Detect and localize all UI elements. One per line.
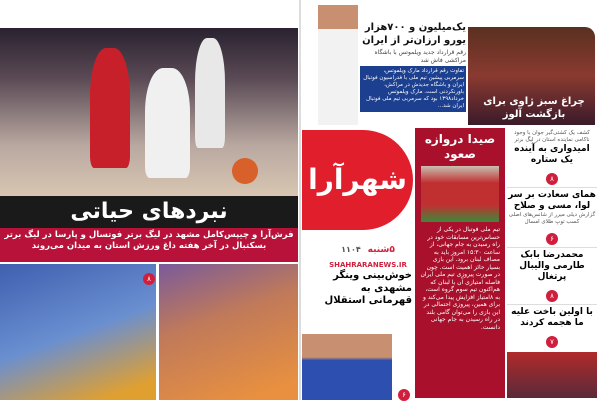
top-story-title: یک‌میلیون و ۷۰۰هزار یورو ارزان‌تر از ایران <box>362 22 466 46</box>
coach-photo-2 <box>507 352 597 398</box>
lead-story[interactable] <box>415 128 505 398</box>
player-photo <box>302 334 392 400</box>
futsal-photo-1 <box>0 264 156 400</box>
basketball-photo <box>0 28 298 196</box>
website-url: SHAHRARANEWS.IR <box>329 261 407 269</box>
futsal-photo-2 <box>159 264 298 400</box>
side-item[interactable]: کشف یک کشتی‌گیر جوان با وجود ناکامی نماینده استان در لیگ برتر امیدواری به آینده یک ستاره ۸ <box>507 128 597 188</box>
coach-photo <box>318 5 358 125</box>
page-fold <box>299 0 301 400</box>
bottom-story-title[interactable]: خوش‌بینی وینگر مشهدی به قهرمانی استقلال <box>324 270 412 306</box>
page-badge: ۸ <box>143 266 155 285</box>
lead-title: صیدا دروازه صعود <box>424 132 496 161</box>
top-story-body: تفاوت رقم قرارداد مارک ویلموتس، سرمربی پیشین تیم ملی با فدراسیون فوتبال ایران و باشگاه جدیدش در مراکش، باورنکردنی است. مارک ویلموتس خرداد۱۳۹۸ بود که سرمربی تیم ملی فوتبال ایران شد... <box>360 66 466 112</box>
side-item[interactable]: با اولین باخت علیه ما هجمه کردند ۷ <box>511 307 593 346</box>
masthead-logo: شهرآرا <box>302 130 413 230</box>
main-headline[interactable]: نبردهای حیاتی <box>0 196 298 228</box>
masthead-info: ۵شنبه ۱۱۰۴ SHAHRARANEWS.IR <box>322 234 414 270</box>
top-story[interactable] <box>360 22 466 112</box>
photo-story[interactable] <box>468 27 595 125</box>
side-item[interactable]: محمدرضا بابک طارمی والیبال پرتغال ۸ <box>507 248 597 305</box>
photo-story-title: چراغ سبز ژاوی برای بازگشت آلوز <box>483 96 585 120</box>
side-item[interactable]: همای سعادت بر سر لوا، مسی و صلاح گزارش دیلی میرر از شانس‌های اصلی کسب توپ طلای امسال ۶ <box>507 188 597 248</box>
lead-body: تیم ملی فوتبال در یکی از حساس‌ترین مسابقات خود در راه رسیدن به جام جهانی، از ساعت ۱۵:۳۰ امروز باید به مصاف لبنان برود. این بازی بسیار حائز اهمیت است. چون در صورت پیروزی تیم ملی ایران فاصله امتیازی آن با لبنان که هم‌اکنون تیم سوم گروه است، به ۸امتیاز افزایش پیدا می‌کند و برای همین، پیروزی احتمالی در این بازی را می‌توان گامی بلند در راه رسیدن به جام جهانی دانست. <box>420 226 500 331</box>
top-story-subtitle: رقم قرارداد جدید ویلموتس با باشگاه مراکشی فاش شد <box>374 49 466 64</box>
page-badge: ۶ <box>398 389 410 401</box>
side-column <box>507 128 597 398</box>
team-photo <box>421 166 499 222</box>
main-subheadline: فرش‌آرا و چیپس‌کامل مشهد در لیگ برتر فوتسال و پارسا در لیگ برتر بسکتبال در آخر هفته داغ ورزش استان به میدان می‌روند <box>0 228 298 262</box>
